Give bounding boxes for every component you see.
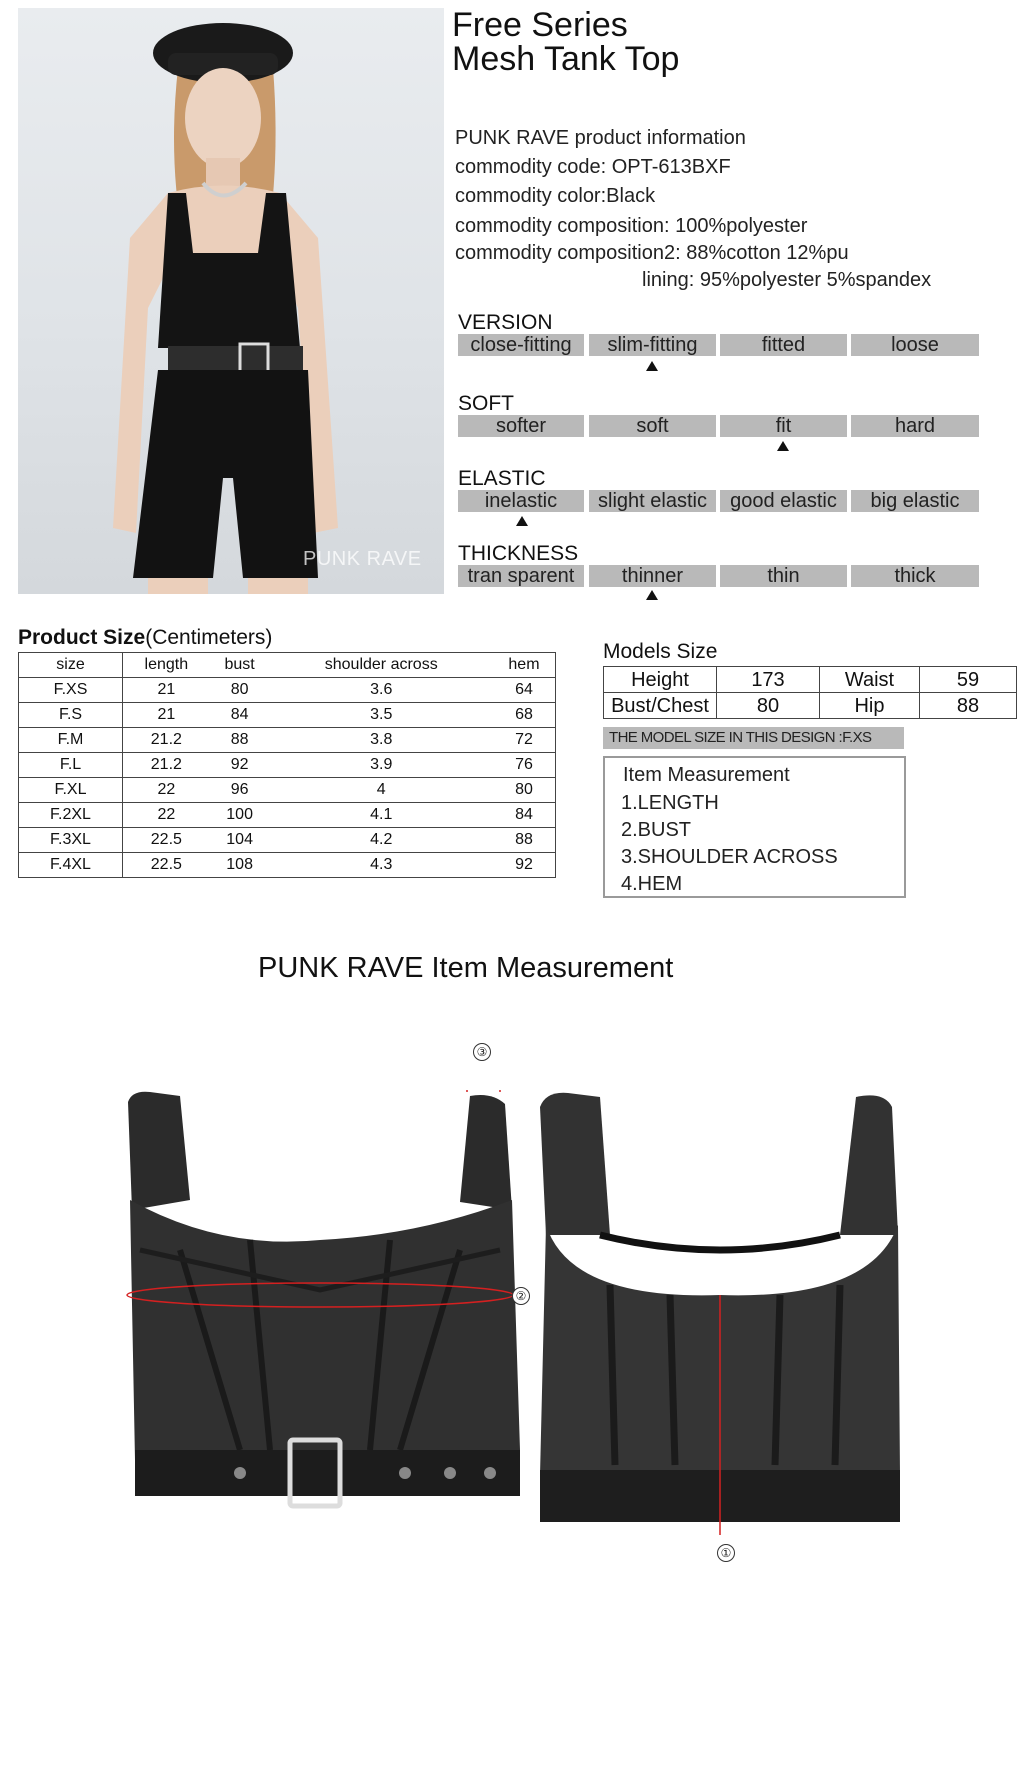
- attr-soft-option: soft: [589, 415, 716, 437]
- table-cell: F.S: [19, 703, 123, 728]
- composition2-value: 88%cotton 12%pu: [686, 242, 849, 264]
- measurement-item: 2.BUST: [621, 819, 692, 841]
- selected-marker-icon: [646, 590, 658, 600]
- product-title-line1: Free Series: [452, 6, 628, 44]
- product-photo: [18, 8, 444, 594]
- composition-value: 100%polyester: [675, 215, 808, 237]
- table-cell: 22: [123, 803, 210, 828]
- table-row: [604, 693, 1017, 719]
- attr-elastic-option: inelastic: [458, 490, 584, 512]
- attr-elastic-option: good elastic: [720, 490, 847, 512]
- commodity-composition2: [455, 242, 849, 265]
- table-cell: 108: [210, 853, 270, 878]
- table-cell: 64: [493, 678, 556, 703]
- table-row: [19, 853, 556, 878]
- attr-elastic-option: big elastic: [851, 490, 979, 512]
- table-header-cell: length: [123, 653, 210, 678]
- table-cell: 3.8: [270, 728, 493, 753]
- attr-thickness-label: THICKNESS: [458, 542, 579, 565]
- table-cell: 96: [210, 778, 270, 803]
- selected-marker-icon: [777, 441, 789, 451]
- table-cell: 68: [493, 703, 556, 728]
- size-table: [18, 652, 556, 878]
- table-row: [19, 753, 556, 778]
- marker-one-icon: ①: [717, 1544, 735, 1562]
- table-cell: 4: [270, 778, 493, 803]
- color-value: Black: [606, 185, 656, 207]
- table-cell: 21.2: [123, 753, 210, 778]
- garment-front-illustration: [120, 1090, 520, 1570]
- table-cell: F.4XL: [19, 853, 123, 878]
- attr-soft-option: hard: [851, 415, 979, 437]
- attr-version-option: fitted: [720, 334, 847, 356]
- measurement-item: 3.SHOULDER ACROSS: [621, 846, 838, 868]
- table-row: [19, 728, 556, 753]
- commodity-code: [455, 156, 731, 179]
- table-cell: 59: [920, 667, 1017, 693]
- table-cell: 3.6: [270, 678, 493, 703]
- attr-version-option: close-fitting: [458, 334, 584, 356]
- table-cell: 22.5: [123, 828, 210, 853]
- measurement-section-title: PUNK RAVE Item Measurement: [258, 952, 674, 984]
- attr-elastic-label: ELASTIC: [458, 467, 546, 490]
- attr-thickness-option: thinner: [589, 565, 716, 587]
- table-cell: 100: [210, 803, 270, 828]
- marker-three-icon: ③: [473, 1043, 491, 1061]
- table-header-row: [19, 653, 556, 678]
- table-cell: Hip: [820, 693, 920, 719]
- table-cell: 80: [493, 778, 556, 803]
- table-cell: F.XS: [19, 678, 123, 703]
- table-cell: Bust/Chest: [604, 693, 717, 719]
- commodity-composition: [455, 215, 807, 238]
- model-size-note: THE MODEL SIZE IN THIS DESIGN :F.XS: [603, 727, 904, 749]
- table-row: [19, 828, 556, 853]
- table-header-cell: bust: [210, 653, 270, 678]
- selected-marker-icon: [516, 516, 528, 526]
- item-measurement-heading: Item Measurement: [623, 764, 790, 786]
- selected-marker-icon: [646, 361, 658, 371]
- table-cell: 76: [493, 753, 556, 778]
- table-header-cell: size: [19, 653, 123, 678]
- attr-version-label: VERSION: [458, 311, 553, 334]
- item-measurement-box: [603, 756, 906, 898]
- table-cell: F.2XL: [19, 803, 123, 828]
- models-size-title: Models Size: [603, 640, 718, 663]
- measurement-item: 1.LENGTH: [621, 792, 719, 814]
- watermark-text: PUNK RAVE: [303, 548, 422, 570]
- table-cell: 84: [210, 703, 270, 728]
- table-row: [19, 803, 556, 828]
- size-table-title: [18, 626, 272, 650]
- table-cell: 21: [123, 703, 210, 728]
- attr-thickness-option: tran sparent: [458, 565, 584, 587]
- size-title-unit: (Centimeters): [145, 626, 273, 649]
- attr-soft-option: softer: [458, 415, 584, 437]
- table-cell: 104: [210, 828, 270, 853]
- code-label: commodity code:: [455, 156, 607, 178]
- attr-thickness-option: thick: [851, 565, 979, 587]
- table-cell: F.L: [19, 753, 123, 778]
- marker-two-icon: ②: [512, 1287, 530, 1305]
- table-cell: 3.9: [270, 753, 493, 778]
- attr-version-option: slim-fitting: [589, 334, 716, 356]
- table-cell: 84: [493, 803, 556, 828]
- model-illustration: [18, 8, 444, 594]
- models-size-table: [603, 666, 1017, 719]
- lining-label: lining:: [642, 269, 695, 291]
- color-label: commodity color:: [455, 185, 607, 207]
- table-cell: 4.1: [270, 803, 493, 828]
- table-cell: 88: [493, 828, 556, 853]
- composition2-label: commodity composition2:: [455, 242, 681, 264]
- lining: [642, 269, 931, 292]
- composition-label: commodity composition:: [455, 215, 670, 237]
- table-row: [19, 678, 556, 703]
- attr-version-option: loose: [851, 334, 979, 356]
- table-row: [19, 703, 556, 728]
- table-cell: F.M: [19, 728, 123, 753]
- table-cell: 4.2: [270, 828, 493, 853]
- table-header-cell: shoulder across: [270, 653, 493, 678]
- table-cell: 22.5: [123, 853, 210, 878]
- code-value: OPT-613BXF: [611, 156, 731, 178]
- table-cell: 4.3: [270, 853, 493, 878]
- attr-elastic-option: slight elastic: [589, 490, 716, 512]
- table-cell: 92: [493, 853, 556, 878]
- info-heading: PUNK RAVE product information: [455, 127, 746, 149]
- attr-soft-label: SOFT: [458, 392, 514, 415]
- size-title-bold: Product Size: [18, 626, 146, 649]
- table-cell: 21.2: [123, 728, 210, 753]
- table-row: [19, 778, 556, 803]
- table-cell: 21: [123, 678, 210, 703]
- table-cell: 80: [210, 678, 270, 703]
- table-cell: 88: [920, 693, 1017, 719]
- garment-back-illustration: [540, 1085, 920, 1545]
- table-cell: Waist: [820, 667, 920, 693]
- table-cell: 22: [123, 778, 210, 803]
- table-cell: 3.5: [270, 703, 493, 728]
- measurement-item: 4.HEM: [621, 873, 683, 895]
- table-cell: 80: [717, 693, 820, 719]
- attr-soft-option: fit: [720, 415, 847, 437]
- table-cell: 92: [210, 753, 270, 778]
- table-cell: F.XL: [19, 778, 123, 803]
- table-row: [604, 667, 1017, 693]
- commodity-color: [455, 185, 655, 208]
- product-title-line2: Mesh Tank Top: [452, 40, 680, 78]
- table-cell: 173: [717, 667, 820, 693]
- table-cell: 72: [493, 728, 556, 753]
- table-cell: 88: [210, 728, 270, 753]
- lining-value: 95%polyester 5%spandex: [699, 269, 932, 291]
- table-cell: F.3XL: [19, 828, 123, 853]
- attr-thickness-option: thin: [720, 565, 847, 587]
- table-header-cell: hem: [493, 653, 556, 678]
- table-cell: Height: [604, 667, 717, 693]
